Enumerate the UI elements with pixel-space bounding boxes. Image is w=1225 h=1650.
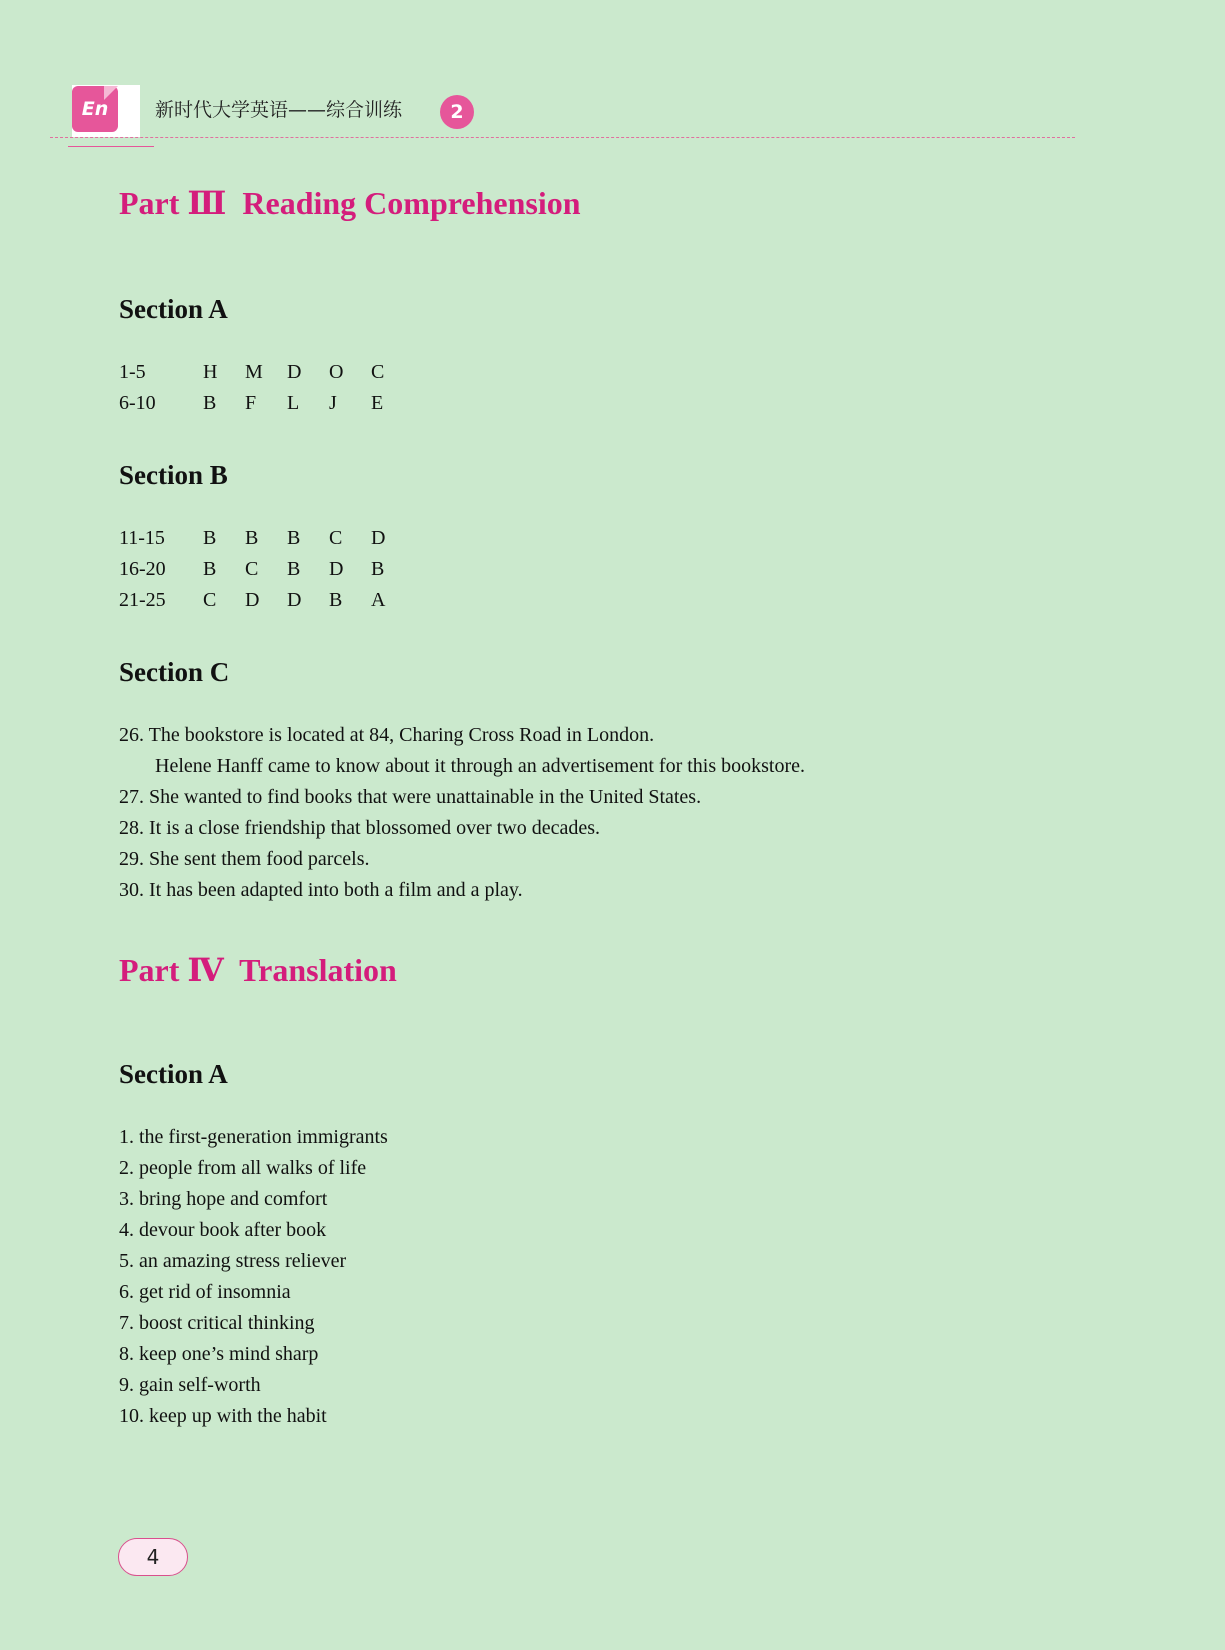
- answer-row: [119, 523, 413, 554]
- header-accent-line: [68, 146, 154, 147]
- page-header: [0, 0, 1225, 150]
- answer-letter: B: [287, 527, 301, 549]
- answer-range: 21-25: [119, 589, 166, 611]
- part-3-section-c-title: Section C: [119, 657, 230, 687]
- part-4-section-a-title: Section A: [119, 1059, 228, 1089]
- answer-letter: D: [245, 589, 260, 611]
- part-3-section-a-answers: [119, 357, 413, 419]
- answer-letter: C: [203, 589, 217, 611]
- answer-letter: L: [287, 392, 300, 414]
- answer-letter: D: [371, 527, 386, 549]
- answer-letter: J: [329, 392, 337, 414]
- answer-letter: D: [329, 558, 344, 580]
- part-3-section-c-answers: [119, 720, 1119, 906]
- answer-letter: D: [287, 589, 302, 611]
- answer-row: [119, 388, 413, 419]
- answer-letter: C: [371, 361, 385, 383]
- answer-line: 29. She sent them food parcels.: [119, 848, 370, 870]
- answer-line: 2. people from all walks of life: [119, 1157, 367, 1179]
- book-title: 新时代大学英语——综合训练: [155, 99, 403, 121]
- answer-letter: D: [287, 361, 302, 383]
- answer-line: 1. the first-generation immigrants: [119, 1126, 388, 1148]
- part-3-section-b-title: Section B: [119, 460, 228, 490]
- answer-range: 1-5: [119, 361, 146, 383]
- answer-letter: B: [329, 589, 343, 611]
- answer-letter: C: [245, 558, 259, 580]
- part-3-title: Part Ⅲ Reading Comprehension: [119, 185, 581, 221]
- answer-line: 9. gain self-worth: [119, 1374, 261, 1396]
- answer-line: 8. keep one’s mind sharp: [119, 1343, 319, 1365]
- page-content: [119, 175, 1119, 1432]
- answer-line: 30. It has been adapted into both a film and a play.: [119, 879, 523, 901]
- answer-letter: B: [245, 527, 259, 549]
- answer-letter: B: [203, 527, 217, 549]
- part-3-section-b-answers: [119, 523, 413, 616]
- header-dashed-divider: [50, 137, 1075, 138]
- answer-range: 6-10: [119, 392, 156, 414]
- answer-line: 3. bring hope and comfort: [119, 1188, 328, 1210]
- part-4-title: Part Ⅳ Translation: [119, 952, 397, 988]
- logo-fold-corner: [104, 86, 118, 100]
- answer-letter: A: [371, 589, 386, 611]
- answer-line: 26. The bookstore is located at 84, Charing Cross Road in London.: [119, 724, 655, 746]
- en-logo-icon: En: [72, 86, 118, 132]
- answer-letter: B: [203, 392, 217, 414]
- answer-letter: C: [329, 527, 343, 549]
- answer-line: 5. an amazing stress reliever: [119, 1250, 347, 1272]
- answer-letter: E: [371, 392, 384, 414]
- page-number-badge: 4: [118, 1538, 188, 1576]
- answer-letter: H: [203, 361, 218, 383]
- answer-line: 6. get rid of insomnia: [119, 1281, 291, 1303]
- answer-letter: B: [287, 558, 301, 580]
- answer-letter: F: [245, 392, 257, 414]
- part-4-section-a-answers: [119, 1122, 1119, 1432]
- answer-line: 7. boost critical thinking: [119, 1312, 315, 1334]
- volume-badge: 2: [440, 95, 474, 129]
- answer-letter: B: [203, 558, 217, 580]
- answer-line: 27. She wanted to find books that were unattainable in the United States.: [119, 786, 702, 808]
- answer-letter: B: [371, 558, 385, 580]
- answer-row: [119, 357, 413, 388]
- answer-letter: M: [245, 361, 263, 383]
- answer-row: [119, 554, 413, 585]
- answer-line: 10. keep up with the habit: [119, 1405, 327, 1427]
- answer-row: [119, 585, 413, 616]
- answer-range: 11-15: [119, 527, 165, 549]
- answer-line: 4. devour book after book: [119, 1219, 327, 1241]
- answer-line: Helene Hanff came to know about it through an advertisement for this bookstore.: [155, 755, 806, 777]
- part-3-section-a-title: Section A: [119, 294, 228, 324]
- answer-range: 16-20: [119, 558, 166, 580]
- answer-line: 28. It is a close friendship that blossomed over two decades.: [119, 817, 600, 839]
- answer-letter: O: [329, 361, 344, 383]
